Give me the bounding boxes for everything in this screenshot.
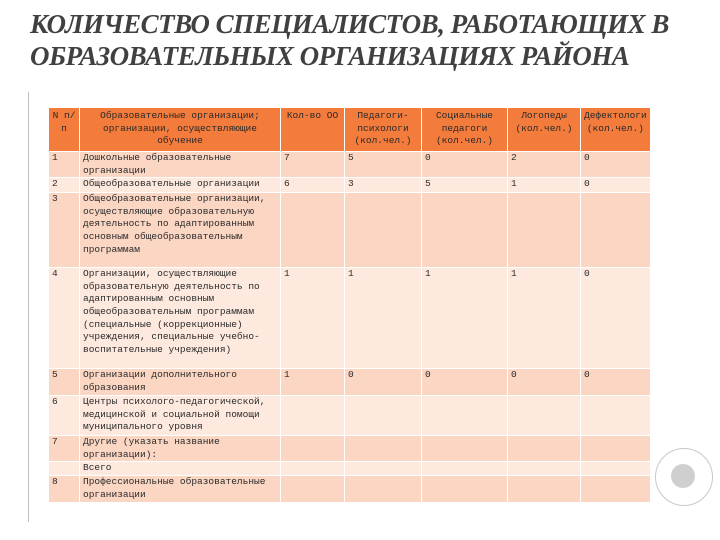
row-organization: Общеобразовательные организации <box>80 178 281 193</box>
row-number: 5 <box>49 369 80 396</box>
decorative-vertical-line <box>28 92 29 522</box>
header-defectologists: Дефектологи (кол.чел.) <box>581 108 651 152</box>
header-org-count: Кол-во ОО <box>281 108 345 152</box>
row-defectologists <box>581 193 651 268</box>
row-social-pedagogues <box>422 462 508 476</box>
row-number: 6 <box>49 396 80 436</box>
row-org-count <box>281 462 345 476</box>
row-organization: Организации, осуществляющие образовательную деятельность по адаптированным основным общеобразовательным программам (специальные (коррекционные) учреждения, специальные учебно-воспитательные учреждения) <box>80 268 281 369</box>
table-row <box>49 436 651 462</box>
table-row <box>49 476 651 503</box>
row-speech-therapists <box>508 193 581 268</box>
row-social-pedagogues: 1 <box>422 268 508 369</box>
table-row <box>49 268 651 369</box>
row-social-pedagogues <box>422 476 508 503</box>
row-org-count <box>281 396 345 436</box>
row-org-count <box>281 476 345 503</box>
row-org-count: 1 <box>281 369 345 396</box>
row-number: 4 <box>49 268 80 369</box>
table-row <box>49 178 651 193</box>
row-psychologists <box>345 476 422 503</box>
row-defectologists <box>581 462 651 476</box>
header-number: N п/п <box>49 108 80 152</box>
decorative-circle-dot <box>671 464 695 488</box>
header-organizations: Образовательные организации; организации, осуществляющие обучение <box>80 108 281 152</box>
row-org-count: 6 <box>281 178 345 193</box>
row-org-count: 1 <box>281 268 345 369</box>
row-psychologists: 1 <box>345 268 422 369</box>
row-org-count <box>281 436 345 462</box>
row-number: 1 <box>49 152 80 178</box>
header-speech-therapists: Логопеды (кол.чел.) <box>508 108 581 152</box>
row-number: 3 <box>49 193 80 268</box>
row-psychologists <box>345 396 422 436</box>
row-speech-therapists: 1 <box>508 268 581 369</box>
row-number: 7 <box>49 436 80 462</box>
header-psychologists: Педагоги-психологи (кол.чел.) <box>345 108 422 152</box>
row-speech-therapists <box>508 436 581 462</box>
row-defectologists: 0 <box>581 268 651 369</box>
row-organization: Профессиональные образовательные организации <box>80 476 281 503</box>
row-psychologists <box>345 193 422 268</box>
row-speech-therapists <box>508 476 581 503</box>
row-organization: Центры психолого-педагогической, медицинской и социальной помощи муниципального уровня <box>80 396 281 436</box>
row-speech-therapists: 0 <box>508 369 581 396</box>
row-speech-therapists: 2 <box>508 152 581 178</box>
row-social-pedagogues: 0 <box>422 152 508 178</box>
row-number: 8 <box>49 476 80 503</box>
row-social-pedagogues <box>422 436 508 462</box>
row-social-pedagogues <box>422 396 508 436</box>
row-social-pedagogues <box>422 193 508 268</box>
row-defectologists: 0 <box>581 369 651 396</box>
row-psychologists: 5 <box>345 152 422 178</box>
row-organization: Организации дополнительного образования <box>80 369 281 396</box>
table-header-row <box>49 108 651 152</box>
slide-title: КОЛИЧЕСТВО СПЕЦИАЛИСТОВ, РАБОТАЮЩИХ В ОБРАЗОВАТЕЛЬНЫХ ОРГАНИЗАЦИЯХ РАЙОНА <box>30 9 669 71</box>
header-social-pedagogues: Социальные педагоги (кол.чел.) <box>422 108 508 152</box>
row-number <box>49 462 80 476</box>
row-speech-therapists <box>508 462 581 476</box>
row-psychologists <box>345 462 422 476</box>
row-social-pedagogues: 5 <box>422 178 508 193</box>
row-psychologists <box>345 436 422 462</box>
row-psychologists: 3 <box>345 178 422 193</box>
row-organization: Дошкольные образовательные организации <box>80 152 281 178</box>
specialists-table <box>48 107 651 503</box>
row-organization: Общеобразовательные организации, осуществляющие образовательную деятельность по адаптированным основным общеобразовательным программам <box>80 193 281 268</box>
table-row <box>49 152 651 178</box>
table-row <box>49 369 651 396</box>
row-number: 2 <box>49 178 80 193</box>
table-row <box>49 396 651 436</box>
row-social-pedagogues: 0 <box>422 369 508 396</box>
row-psychologists: 0 <box>345 369 422 396</box>
row-organization: Всего <box>80 462 281 476</box>
row-speech-therapists: 1 <box>508 178 581 193</box>
row-defectologists: 0 <box>581 152 651 178</box>
row-org-count: 7 <box>281 152 345 178</box>
table-row <box>49 193 651 268</box>
table-row <box>49 462 651 476</box>
row-speech-therapists <box>508 396 581 436</box>
row-defectologists <box>581 396 651 436</box>
row-org-count <box>281 193 345 268</box>
row-defectologists <box>581 476 651 503</box>
row-organization: Другие (указать название организации): <box>80 436 281 462</box>
row-defectologists: 0 <box>581 178 651 193</box>
row-defectologists <box>581 436 651 462</box>
